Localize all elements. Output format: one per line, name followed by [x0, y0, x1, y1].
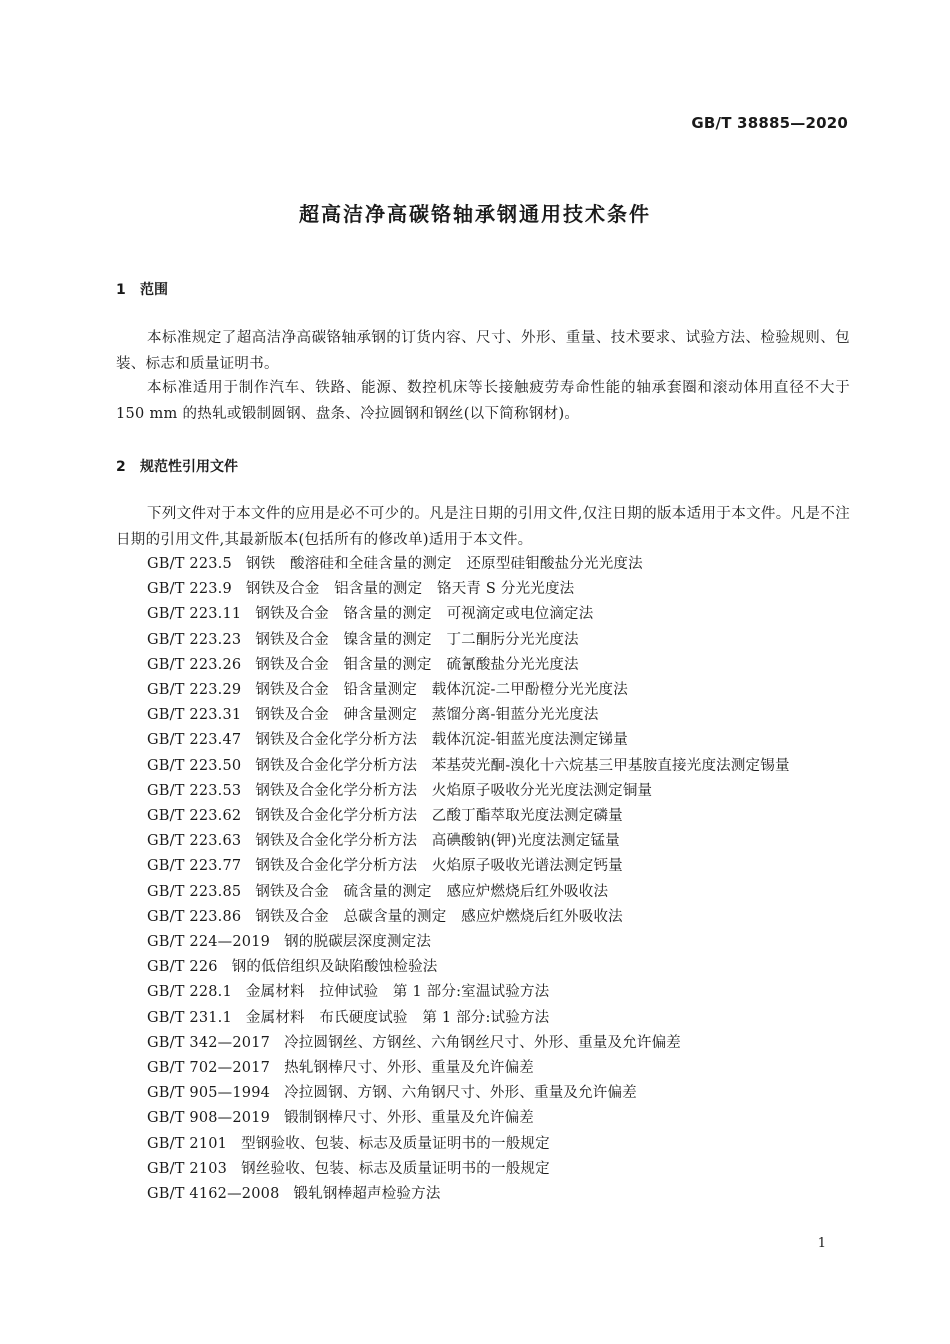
reference-item [116, 905, 850, 930]
reference-item [116, 1106, 850, 1131]
reference-code: GB/T 223.47 [147, 732, 242, 749]
reference-code: GB/T 905—1994 [147, 1085, 271, 1102]
reference-code: GB/T 223.9 [147, 581, 232, 598]
reference-code: GB/T 223.62 [147, 808, 242, 825]
section-2-title: 规范性引用文件 [140, 459, 238, 475]
reference-code: GB/T 223.85 [147, 883, 242, 900]
reference-code: GB/T 702—2017 [147, 1060, 271, 1077]
reference-code: GB/T 223.11 [147, 606, 242, 623]
reference-item [116, 1132, 850, 1157]
reference-item [116, 829, 850, 854]
reference-code: GB/T 228.1 [147, 984, 232, 1001]
reference-item [116, 1056, 850, 1081]
reference-title: 钢铁及合金化学分析方法 苯基荧光酮-溴化十六烷基三甲基胺直接光度法测定锡量 [255, 757, 790, 774]
reference-title: 钢的脱碳层深度测定法 [284, 934, 432, 951]
reference-code: GB/T 223.5 [147, 556, 232, 572]
reference-item [116, 552, 850, 577]
reference-title: 钢丝验收、包装、标志及质量证明书的一般规定 [241, 1160, 550, 1177]
reference-code: GB/T 2101 [147, 1135, 228, 1152]
reference-item [116, 754, 850, 779]
reference-item [116, 804, 850, 829]
reference-code: GB/T 342—2017 [147, 1034, 271, 1051]
reference-title: 钢铁及合金化学分析方法 载体沉淀-钼蓝光度法测定锑量 [255, 732, 628, 749]
reference-title: 钢铁及合金化学分析方法 火焰原子吸收分光光度法测定铜量 [255, 782, 653, 799]
reference-code: GB/T 223.86 [147, 908, 242, 925]
reference-item [116, 1182, 850, 1207]
section-2-intro: 下列文件对于本文件的应用是必不可少的。凡是注日期的引用文件,仅注日期的版本适用于本文件。凡是不注日期的引用文件,其最新版本(包括所有的修改单)适用于本文件。 [116, 506, 850, 548]
reference-code: GB/T 231.1 [147, 1009, 232, 1026]
reference-code: GB/T 226 [147, 959, 218, 976]
document-title: 超高洁净高碳铬轴承钢通用技术条件 [299, 202, 651, 226]
reference-code: GB/T 223.29 [147, 682, 242, 699]
section-1-title: 范围 [140, 282, 168, 298]
reference-title: 钢铁及合金 总碳含量的测定 感应炉燃烧后红外吸收法 [255, 908, 623, 925]
reference-title: 钢铁及合金 钼含量的测定 硫氰酸盐分光光度法 [255, 656, 579, 673]
reference-item [116, 1157, 850, 1182]
reference-item [116, 854, 850, 879]
reference-code: GB/T 223.50 [147, 757, 242, 774]
reference-item [116, 1081, 850, 1106]
standard-code: GB/T 38885—2020 [691, 114, 848, 132]
reference-item [116, 628, 850, 653]
reference-item [116, 930, 850, 955]
reference-code: GB/T 223.53 [147, 782, 242, 799]
reference-title: 钢铁及合金 镍含量的测定 丁二酮肟分光光度法 [255, 631, 579, 648]
reference-code: GB/T 908—2019 [147, 1110, 271, 1127]
section-1-number: 1 [116, 282, 126, 298]
reference-code: GB/T 224—2019 [147, 934, 271, 951]
reference-item [116, 779, 850, 804]
reference-title: 钢铁及合金 硫含量的测定 感应炉燃烧后红外吸收法 [255, 883, 609, 900]
reference-title: 型钢验收、包装、标志及质量证明书的一般规定 [241, 1135, 550, 1152]
reference-item [116, 880, 850, 905]
reference-title: 钢铁及合金化学分析方法 乙酸丁酯萃取光度法测定磷量 [255, 808, 623, 825]
reference-code: GB/T 223.63 [147, 833, 242, 850]
reference-title: 热轧钢棒尺寸、外形、重量及允许偏差 [284, 1060, 534, 1077]
reference-title: 钢铁及合金 砷含量测定 蒸馏分离-钼蓝分光光度法 [255, 707, 599, 724]
reference-code: GB/T 223.77 [147, 858, 242, 875]
reference-title: 钢铁及合金 铝含量的测定 铬天青 S 分光光度法 [245, 581, 575, 598]
reference-title: 锻制钢棒尺寸、外形、重量及允许偏差 [284, 1110, 534, 1127]
reference-code: GB/T 223.23 [147, 631, 242, 648]
reference-title: 钢铁 酸溶硅和全硅含量的测定 还原型硅钼酸盐分光光度法 [245, 556, 643, 572]
reference-item [116, 653, 850, 678]
page-number: 1 [817, 1236, 826, 1251]
reference-item [116, 602, 850, 627]
reference-item [116, 678, 850, 703]
reference-item [116, 1031, 850, 1056]
normative-reference-list [116, 552, 850, 1207]
reference-title: 金属材料 拉伸试验 第 1 部分:室温试验方法 [245, 984, 550, 1001]
reference-title: 金属材料 布氏硬度试验 第 1 部分:试验方法 [245, 1009, 550, 1026]
reference-title: 钢铁及合金化学分析方法 火焰原子吸收光谱法测定钙量 [255, 858, 623, 875]
reference-item [116, 577, 850, 602]
reference-title: 钢铁及合金 铬含量的测定 可视滴定或电位滴定法 [255, 606, 594, 623]
reference-code: GB/T 2103 [147, 1160, 228, 1177]
reference-item [116, 980, 850, 1005]
reference-title: 钢的低倍组织及缺陷酸蚀检验法 [231, 959, 438, 976]
reference-title: 冷拉圆钢丝、方钢丝、六角钢丝尺寸、外形、重量及允许偏差 [284, 1034, 681, 1051]
section-1-paragraph-2: 本标准适用于制作汽车、铁路、能源、数控机床等长接触疲劳寿命性能的轴承套圈和滚动体用直径不大于 150 mm 的热轧或锻制圆钢、盘条、冷拉圆钢和钢丝(以下简称钢材)。 [116, 380, 850, 422]
section-1-paragraph-1: 本标准规定了超高洁净高碳铬轴承钢的订货内容、尺寸、外形、重量、技术要求、试验方法、检验规则、包装、标志和质量证明书。 [116, 330, 850, 372]
reference-item [116, 955, 850, 980]
reference-item [116, 1006, 850, 1031]
reference-code: GB/T 4162—2008 [147, 1186, 280, 1203]
reference-item [116, 703, 850, 728]
section-2-number: 2 [116, 459, 126, 475]
reference-title: 钢铁及合金化学分析方法 高碘酸钠(钾)光度法测定锰量 [255, 833, 620, 850]
reference-code: GB/T 223.31 [147, 707, 242, 724]
section-1-heading [116, 279, 168, 299]
reference-item [116, 728, 850, 753]
section-2-heading [116, 456, 238, 476]
reference-title: 锻轧钢棒超声检验方法 [293, 1186, 441, 1203]
reference-title: 钢铁及合金 铅含量测定 载体沉淀-二甲酚橙分光光度法 [255, 682, 628, 699]
reference-title: 冷拉圆钢、方钢、六角钢尺寸、外形、重量及允许偏差 [284, 1085, 637, 1102]
reference-code: GB/T 223.26 [147, 656, 242, 673]
